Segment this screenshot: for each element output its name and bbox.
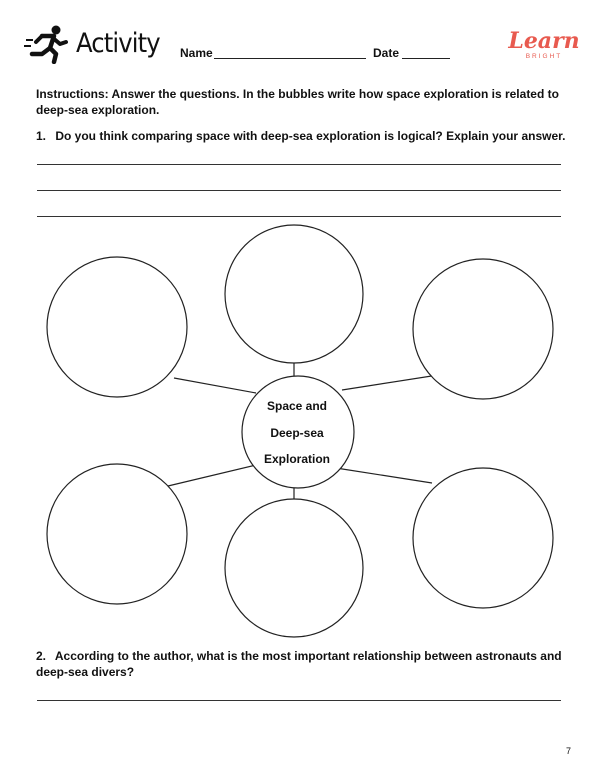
- answer-line[interactable]: [37, 216, 561, 217]
- connector-line: [168, 464, 260, 486]
- answer-line[interactable]: [37, 700, 561, 701]
- question-1: [36, 128, 566, 144]
- answer-line[interactable]: [37, 190, 561, 191]
- learn-bright-logo: [506, 30, 582, 66]
- answer-bubble[interactable]: [225, 225, 363, 363]
- date-field[interactable]: [402, 58, 450, 59]
- date-label: Date: [373, 46, 400, 60]
- question-number: 1.: [36, 129, 47, 143]
- page-title: Activity: [76, 28, 160, 59]
- answer-bubble[interactable]: [413, 468, 553, 608]
- question-text: Do you think comparing space with deep-sea exploration is logical? Explain your answer.: [55, 129, 566, 143]
- answer-bubble[interactable]: [47, 257, 187, 397]
- question-number: 2.: [36, 649, 47, 663]
- answer-bubble[interactable]: [225, 499, 363, 637]
- running-person-icon: [24, 24, 68, 64]
- center-bubble-label: [248, 393, 346, 473]
- question-2: [36, 648, 566, 680]
- connector-line: [174, 378, 256, 393]
- instructions-text: Instructions: Answer the questions. In the bubbles write how space exploration is related to deep-sea exploration.: [36, 87, 559, 117]
- center-label-line: Exploration: [263, 452, 330, 466]
- connector-line: [336, 468, 432, 483]
- page-number: 7: [566, 746, 572, 756]
- center-label-line: Space and: [266, 399, 328, 413]
- question-text: According to the author, what is the most important relationship between astronauts and deep-sea divers?: [36, 649, 562, 679]
- center-label-line: Deep-sea: [270, 425, 324, 440]
- answer-bubble[interactable]: [47, 464, 187, 604]
- answer-line[interactable]: [37, 164, 561, 165]
- name-field[interactable]: [214, 58, 366, 59]
- connector-line: [342, 375, 438, 390]
- logo-subtitle: BRIGHT: [525, 53, 563, 60]
- answer-bubble[interactable]: [413, 259, 553, 399]
- logo-word: Learn: [508, 28, 580, 54]
- name-label: Name: [180, 46, 213, 60]
